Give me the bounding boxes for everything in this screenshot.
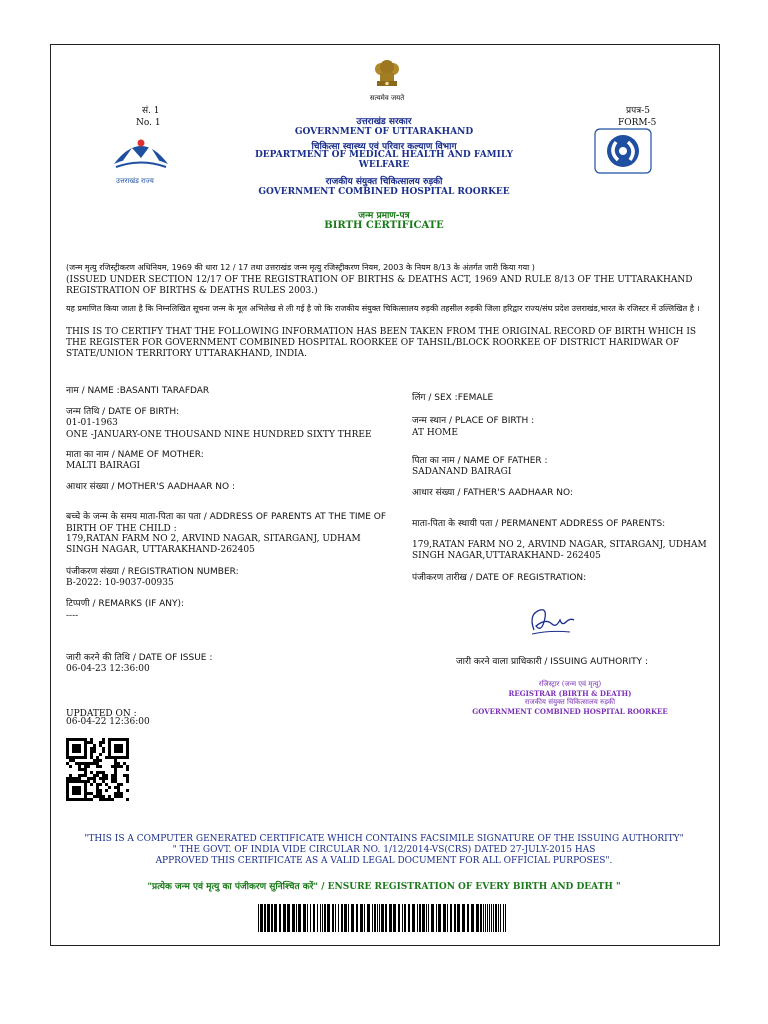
govt-title: GOVERNMENT OF UTTARAKHAND: [294, 127, 474, 137]
dept-title-line1: DEPARTMENT OF MEDICAL HEALTH AND FAMILY: [254, 150, 514, 160]
permanent-address-label: माता-पिता के स्थायी पता / PERMANENT ADDRESS OF PARENTS:: [412, 519, 666, 529]
dob-label: जन्म तिथि / DATE OF BIRTH:: [66, 407, 180, 417]
registrar-stamp: [470, 680, 670, 716]
registration-number-label: पंजीकरण संख्या / REGISTRATION NUMBER:: [66, 567, 239, 577]
name-label: नाम / NAME :: [66, 386, 120, 396]
permanent-address-line2: SINGH NAGAR,UTTARAKHAND- 262405: [412, 551, 601, 561]
mother-label: माता का नाम / NAME OF MOTHER:: [66, 450, 204, 460]
intro-hindi-2: यह प्रमाणित किया जाता है कि निम्नलिखित सूचना जन्म के मूल अभिलेख से ली गई है जो कि राजकीय संयुक्त चिकित्सालय रुड़की तहसील रुड़की जिला हरिद्वार राज्य/संघ प्रदेश उत्तराखंड,भारत के रजिस्टर में उल्लिखित है ।: [66, 304, 700, 313]
issue-date: 06-04-23 12:36:00: [66, 664, 150, 674]
intro-hindi-1: (जन्म मृत्यु रजिस्ट्रीकरण अधिनियम, 1969 की धारा 12 / 17 तथा उत्तराखंड जन्म मृत्यु रजिस्ट्रीकरण नियम, 2003 के नियम 8/13 के अंतर्गत जारी किया गया ): [66, 263, 535, 272]
footer-line-3: APPROVED THIS CERTIFICATE AS A VALID LEGAL DOCUMENT FOR ALL OFFICIAL PURPOSES".: [155, 856, 613, 866]
footer-line-2: " THE GOVT. OF INDIA VIDE CIRCULAR NO. 1/12/2014-VS(CRS) DATED 27-JULY-2015 HAS: [172, 845, 596, 855]
birth-address-label-line2: BIRTH OF THE CHILD :: [66, 524, 177, 534]
emblem-motto: सत्यमेव जयते: [369, 94, 405, 102]
dob-value: 01-01-1963: [66, 418, 118, 428]
sex-value: FEMALE: [457, 393, 494, 403]
barcode: [258, 904, 510, 932]
sex-row: [412, 393, 493, 404]
left-number: No. 1: [136, 118, 161, 128]
place-of-birth: AT HOME: [412, 428, 458, 438]
permanent-address-line1: 179,RATAN FARM NO 2, ARVIND NAGAR, SITARGANJ, UDHAM: [412, 540, 707, 550]
stamp-hindi-1: रजिस्ट्रार (जन्म एवं मृत्यु): [538, 680, 602, 688]
place-of-birth-label: जन्म स्थान / PLACE OF BIRTH :: [412, 416, 535, 426]
name-value: BASANTI TARAFDAR: [119, 386, 210, 396]
slogan: [54, 882, 714, 893]
slogan-hindi: "प्रत्येक जन्म एवं मृत्यु का पंजीकरण सुनिश्चित करें": [147, 882, 319, 892]
remarks-value: ----: [66, 611, 79, 621]
slogan-english: / ENSURE REGISTRATION OF EVERY BIRTH AND DEATH ": [318, 882, 621, 892]
registration-date-label: पंजीकरण तारीख / DATE OF REGISTRATION:: [412, 573, 587, 583]
dept-title-hindi: चिकित्सा स्वास्थ्य एवं परिवार कल्याण विभाग: [311, 142, 457, 152]
birth-address-line1: 179,RATAN FARM NO 2, ARVIND NAGAR, SITARGANJ, UDHAM: [66, 534, 361, 544]
qr-code: [66, 738, 129, 801]
left-number-hindi: सं. 1: [142, 106, 160, 116]
national-emblem-icon: [370, 56, 404, 92]
birth-address-label-line1: बच्चे के जन्म के समय माता-पिता का पता / ADDRESS OF PARENTS AT THE TIME OF: [66, 512, 387, 522]
stamp-hindi-2: राजकीय संयुक्त चिकित्सालय रुड़की: [524, 698, 616, 706]
registration-number: B-2022: 10-9037-00935: [66, 578, 174, 588]
dept-title-line2: WELFARE: [358, 160, 410, 170]
remarks-label: टिप्पणी / REMARKS (IF ANY):: [66, 599, 185, 609]
name-row: [66, 386, 209, 397]
uttarakhand-logo-icon: [110, 134, 172, 174]
updated-value: 06-04-22 12:36:00: [66, 717, 150, 727]
hospital-title: GOVERNMENT COMBINED HOSPITAL ROORKEE: [258, 187, 510, 197]
intro-english-1: (ISSUED UNDER SECTION 12/17 OF THE REGISTRATION OF BIRTHS & DEATHS ACT, 1969 AND RULE 8/13 OF THE UTTARAKHAND REGISTRATION OF BIRTHS & DEATHS RULES 2003.): [66, 275, 693, 296]
father-label: पिता का नाम / NAME OF FATHER :: [412, 456, 548, 466]
crs-logo-icon: [594, 128, 652, 174]
issuing-authority-label: जारी करने वाला प्राधिकारी / ISSUING AUTHORITY :: [456, 657, 649, 667]
issue-date-label: जारी करने की तिथि / DATE OF ISSUE :: [66, 653, 213, 663]
dob-words: ONE -JANUARY-ONE THOUSAND NINE HUNDRED SIXTY THREE: [66, 430, 372, 440]
father-aadhaar-label: आधार संख्या / FATHER'S AADHAAR NO:: [412, 488, 573, 498]
right-form-hindi: प्रपत्र-5: [626, 106, 650, 116]
mother-value: MALTI BAIRAGI: [66, 461, 141, 471]
state-logo-caption: उत्तराखंड राज्य: [116, 177, 154, 185]
updated-label: UPDATED ON :: [66, 709, 137, 719]
signature-image: [526, 604, 578, 642]
mother-aadhaar-label: आधार संख्या / MOTHER'S AADHAAR NO :: [66, 482, 236, 492]
hospital-title-hindi: राजकीय संयुक्त चिकित्सालय रुड़की: [325, 177, 443, 187]
father-value: SADANAND BAIRAGI: [412, 467, 512, 477]
stamp-english-2: GOVERNMENT COMBINED HOSPITAL ROORKEE: [472, 707, 668, 716]
govt-title-hindi: उत्तराखंड सरकार: [356, 117, 412, 127]
certificate-title-hindi: जन्म प्रमाण-पत्र: [358, 211, 410, 221]
sex-label: लिंग / SEX :: [412, 393, 458, 403]
birth-address-line2: SINGH NAGAR, UTTARAKHAND-262405: [66, 545, 255, 555]
certificate-title: BIRTH CERTIFICATE: [324, 220, 444, 231]
right-form: FORM-5: [618, 118, 657, 128]
stamp-english-1: REGISTRAR (BIRTH & DEATH): [508, 689, 632, 698]
footer-line-1: "THIS IS A COMPUTER GENERATED CERTIFICATE WHICH CONTAINS FACSIMILE SIGNATURE OF THE ISSUING AUTHORITY": [84, 834, 684, 844]
intro-english-2: THIS IS TO CERTIFY THAT THE FOLLOWING INFORMATION HAS BEEN TAKEN FROM THE ORIGINAL RECORD OF BIRTH WHICH IS THE REGISTER FOR GOVERNMENT COMBINED HOSPITAL ROORKEE OF TAHSIL/BLOCK ROORKEE OF DISTRICT HARIDWAR OF STATE/UNION TERRITORY UTTARAKHAND, INDIA.: [66, 327, 697, 359]
